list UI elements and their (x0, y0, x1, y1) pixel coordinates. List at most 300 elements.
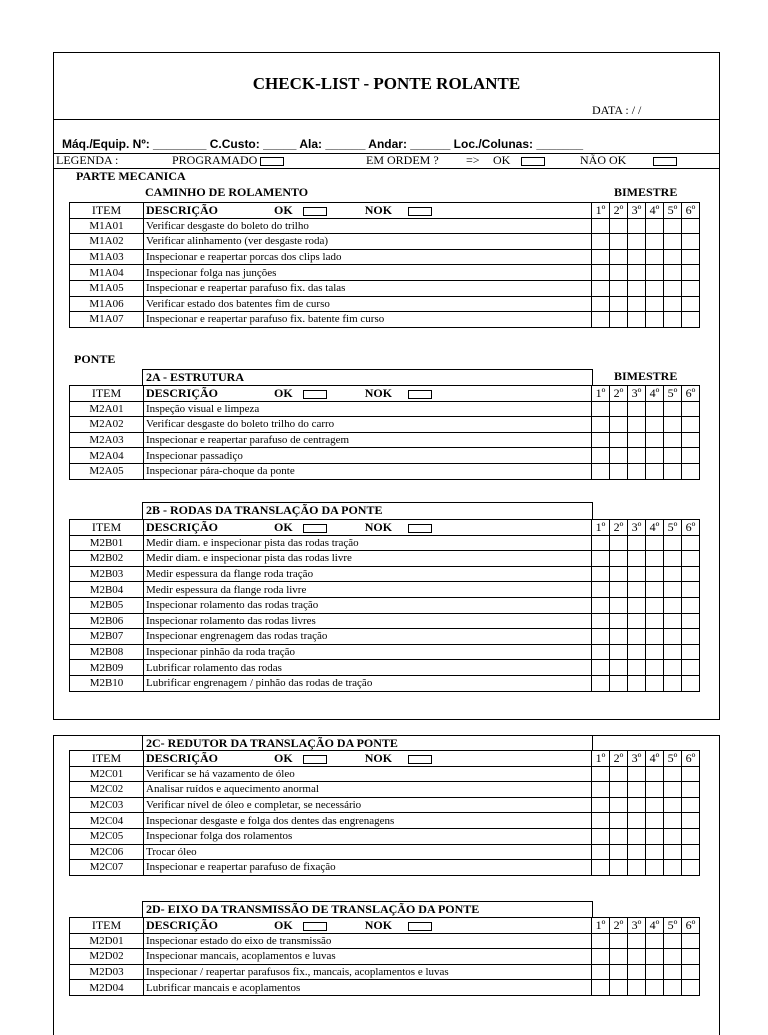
check-cell[interactable] (664, 448, 682, 464)
check-cell[interactable] (592, 766, 610, 782)
check-cell[interactable] (610, 629, 628, 645)
check-cell[interactable] (592, 448, 610, 464)
period-header: 4º (646, 520, 664, 536)
check-cell[interactable] (664, 644, 682, 660)
check-cell[interactable] (628, 265, 646, 281)
check-cell[interactable] (664, 249, 682, 265)
check-cell[interactable] (682, 644, 700, 660)
check-cell[interactable] (664, 218, 682, 234)
check-cell[interactable] (646, 296, 664, 312)
check-cell[interactable] (646, 265, 664, 281)
period-header: 5º (664, 386, 682, 402)
item-description: Medir espessura da flange roda livre (144, 582, 592, 598)
check-cell[interactable] (646, 432, 664, 448)
check-cell[interactable] (682, 597, 700, 613)
check-cell[interactable] (592, 535, 610, 551)
check-cell[interactable] (682, 660, 700, 676)
check-cell[interactable] (664, 597, 682, 613)
check-cell[interactable] (646, 582, 664, 598)
check-cell[interactable] (628, 582, 646, 598)
check-cell[interactable] (610, 234, 628, 250)
item-code: M2C04 (70, 813, 144, 829)
check-cell[interactable] (610, 675, 628, 691)
check-cell[interactable] (646, 566, 664, 582)
check-cell[interactable] (592, 417, 610, 433)
table-row (70, 644, 700, 660)
item-description: Inspecionar e reapertar parafuso de fixação (144, 860, 592, 876)
check-cell[interactable] (664, 265, 682, 281)
check-cell[interactable] (664, 280, 682, 296)
check-cell[interactable] (664, 582, 682, 598)
check-cell[interactable] (682, 249, 700, 265)
item-code: M2B10 (70, 675, 144, 691)
check-cell[interactable] (610, 766, 628, 782)
check-cell[interactable] (664, 813, 682, 829)
item-code: M1A02 (70, 234, 144, 250)
table-row (70, 828, 700, 844)
check-cell[interactable] (646, 660, 664, 676)
check-cell[interactable] (592, 312, 610, 328)
check-cell[interactable] (610, 860, 628, 876)
item-code: M2D03 (70, 964, 144, 980)
check-cell[interactable] (610, 566, 628, 582)
check-cell[interactable] (610, 797, 628, 813)
check-cell[interactable] (628, 844, 646, 860)
check-cell[interactable] (646, 234, 664, 250)
item-description: Inspecionar e reapertar porcas dos clips lado (144, 249, 592, 265)
check-cell[interactable] (664, 629, 682, 645)
ok-label: OK (274, 386, 293, 401)
check-cell[interactable] (628, 312, 646, 328)
check-cell[interactable] (610, 597, 628, 613)
check-cell[interactable] (592, 980, 610, 996)
item-description: Inspecionar pára-choque da ponte (144, 463, 592, 479)
check-cell[interactable] (610, 644, 628, 660)
check-cell[interactable] (682, 463, 700, 479)
section-title-m2c: 2C- REDUTOR DA TRANSLAÇÃO DA PONTE (142, 735, 593, 751)
descricao-label: DESCRIÇÃO (146, 751, 219, 766)
check-cell[interactable] (628, 933, 646, 949)
check-cell[interactable] (610, 844, 628, 860)
check-cell[interactable] (610, 782, 628, 798)
check-cell[interactable] (682, 582, 700, 598)
check-cell[interactable] (628, 417, 646, 433)
check-cell[interactable] (664, 312, 682, 328)
check-cell[interactable] (682, 280, 700, 296)
item-description: Inspecionar rolamento das rodas livres (144, 613, 592, 629)
bimestre-label: BIMESTRE (614, 369, 678, 383)
nok-box (408, 755, 432, 764)
ok-box (303, 922, 327, 931)
check-cell[interactable] (646, 828, 664, 844)
check-cell[interactable] (682, 566, 700, 582)
item-header: ITEM (70, 386, 144, 402)
check-cell[interactable] (592, 597, 610, 613)
check-cell[interactable] (664, 844, 682, 860)
check-cell[interactable] (628, 551, 646, 567)
period-header: 1º (592, 386, 610, 402)
item-description: Inspecionar desgaste e folga dos dentes das engrenagens (144, 813, 592, 829)
item-header: ITEM (70, 918, 144, 934)
check-cell[interactable] (628, 566, 646, 582)
check-cell[interactable] (664, 551, 682, 567)
form-title: CHECK-LIST - PONTE ROLANTE (252, 74, 521, 93)
check-cell[interactable] (628, 629, 646, 645)
check-cell[interactable] (682, 401, 700, 417)
check-cell[interactable] (592, 265, 610, 281)
item-code: M2B04 (70, 582, 144, 598)
item-description: Medir diam. e inspecionar pista das rodas livre (144, 551, 592, 567)
item-description: Trocar óleo (144, 844, 592, 860)
period-header: 3º (628, 386, 646, 402)
table-row (70, 551, 700, 567)
check-cell[interactable] (610, 582, 628, 598)
check-cell[interactable] (628, 463, 646, 479)
check-cell[interactable] (592, 844, 610, 860)
table-row (70, 980, 700, 996)
item-code: M1A03 (70, 249, 144, 265)
item-code: M2C01 (70, 766, 144, 782)
item-code: M1A01 (70, 218, 144, 234)
check-cell[interactable] (628, 535, 646, 551)
check-cell[interactable] (610, 296, 628, 312)
check-cell[interactable] (592, 401, 610, 417)
check-cell[interactable] (664, 766, 682, 782)
check-cell[interactable] (610, 660, 628, 676)
check-cell[interactable] (628, 249, 646, 265)
check-cell[interactable] (646, 964, 664, 980)
check-cell[interactable] (646, 401, 664, 417)
check-cell[interactable] (628, 218, 646, 234)
check-cell[interactable] (682, 813, 700, 829)
check-cell[interactable] (682, 860, 700, 876)
item-header: ITEM (70, 203, 144, 219)
check-cell[interactable] (682, 949, 700, 965)
check-cell[interactable] (592, 234, 610, 250)
check-cell[interactable] (610, 218, 628, 234)
period-header: 1º (592, 918, 610, 934)
check-cell[interactable] (664, 782, 682, 798)
check-cell[interactable] (664, 675, 682, 691)
check-cell[interactable] (682, 675, 700, 691)
check-cell[interactable] (664, 660, 682, 676)
check-cell[interactable] (610, 280, 628, 296)
check-cell[interactable] (592, 797, 610, 813)
table-row (70, 844, 700, 860)
table-header-row (70, 918, 700, 934)
check-cell[interactable] (592, 249, 610, 265)
item-description: Inspecionar e reapertar parafuso de centragem (144, 432, 592, 448)
check-cell[interactable] (646, 980, 664, 996)
check-cell[interactable] (592, 280, 610, 296)
check-cell[interactable] (592, 782, 610, 798)
check-cell[interactable] (610, 401, 628, 417)
check-cell[interactable] (592, 432, 610, 448)
check-cell[interactable] (664, 933, 682, 949)
check-cell[interactable] (664, 980, 682, 996)
ponte-label: PONTE (74, 352, 116, 366)
check-cell[interactable] (592, 296, 610, 312)
period-header: 6º (682, 386, 700, 402)
check-cell[interactable] (664, 566, 682, 582)
check-cell[interactable] (592, 566, 610, 582)
check-cell[interactable] (664, 463, 682, 479)
check-cell[interactable] (664, 828, 682, 844)
check-cell[interactable] (628, 949, 646, 965)
bimestre-label: BIMESTRE (614, 185, 678, 199)
check-cell[interactable] (682, 551, 700, 567)
ok-box (303, 390, 327, 399)
item-description: Verificar desgaste do boleto trilho do carro (144, 417, 592, 433)
check-cell[interactable] (628, 448, 646, 464)
check-cell[interactable] (592, 613, 610, 629)
item-description: Inspecionar folga nas junções (144, 265, 592, 281)
nok-box (408, 922, 432, 931)
check-cell[interactable] (628, 766, 646, 782)
check-cell[interactable] (646, 949, 664, 965)
check-cell[interactable] (664, 417, 682, 433)
item-code: M2B01 (70, 535, 144, 551)
check-cell[interactable] (646, 644, 664, 660)
item-code: M1A05 (70, 280, 144, 296)
ok-box (303, 755, 327, 764)
check-cell[interactable] (664, 797, 682, 813)
check-cell[interactable] (646, 463, 664, 479)
period-header: 1º (592, 520, 610, 536)
table-row (70, 280, 700, 296)
legend-ok: OK (493, 153, 545, 168)
check-cell[interactable] (682, 432, 700, 448)
check-cell[interactable] (664, 401, 682, 417)
description-header (144, 520, 592, 536)
check-cell[interactable] (628, 234, 646, 250)
period-header: 6º (682, 751, 700, 767)
check-cell[interactable] (610, 551, 628, 567)
check-cell[interactable] (628, 296, 646, 312)
check-cell[interactable] (592, 949, 610, 965)
check-cell[interactable] (628, 401, 646, 417)
check-cell[interactable] (610, 980, 628, 996)
legend-em-ordem: EM ORDEM ? (366, 153, 439, 167)
check-cell[interactable] (646, 613, 664, 629)
check-cell[interactable] (646, 629, 664, 645)
programado-box (260, 157, 284, 166)
nok-label: NOK (364, 520, 393, 535)
check-cell[interactable] (682, 782, 700, 798)
check-cell[interactable] (682, 613, 700, 629)
item-code: M2C07 (70, 860, 144, 876)
check-cell[interactable] (610, 312, 628, 328)
check-cell[interactable] (592, 463, 610, 479)
description-header (144, 203, 592, 219)
item-code: M2A02 (70, 417, 144, 433)
item-header: ITEM (70, 520, 144, 536)
check-cell[interactable] (628, 597, 646, 613)
check-cell[interactable] (682, 265, 700, 281)
item-description: Inspecionar e reapertar parafuso fix. das talas (144, 280, 592, 296)
check-cell[interactable] (628, 660, 646, 676)
check-cell[interactable] (592, 660, 610, 676)
check-cell[interactable] (646, 675, 664, 691)
ok-box (303, 207, 327, 216)
check-cell[interactable] (610, 417, 628, 433)
check-cell[interactable] (610, 828, 628, 844)
item-code: M2B03 (70, 566, 144, 582)
item-code: M2B09 (70, 660, 144, 676)
table-row (70, 860, 700, 876)
check-cell[interactable] (646, 860, 664, 876)
table-row (70, 417, 700, 433)
check-cell[interactable] (592, 218, 610, 234)
check-cell[interactable] (592, 582, 610, 598)
check-cell[interactable] (646, 417, 664, 433)
nok-box (408, 207, 432, 216)
table-row (70, 597, 700, 613)
check-cell[interactable] (682, 964, 700, 980)
check-cell[interactable] (646, 448, 664, 464)
check-cell[interactable] (592, 644, 610, 660)
check-cell[interactable] (664, 296, 682, 312)
item-code: M2C03 (70, 797, 144, 813)
check-cell[interactable] (664, 535, 682, 551)
check-cell[interactable] (628, 964, 646, 980)
period-header: 6º (682, 203, 700, 219)
item-code: M2B02 (70, 551, 144, 567)
check-cell[interactable] (592, 675, 610, 691)
check-cell[interactable] (682, 980, 700, 996)
description-header (144, 751, 592, 767)
check-cell[interactable] (664, 432, 682, 448)
check-cell[interactable] (610, 249, 628, 265)
check-cell[interactable] (610, 432, 628, 448)
check-cell[interactable] (646, 597, 664, 613)
item-description: Analisar ruídos e aquecimento anormal (144, 782, 592, 798)
check-cell[interactable] (646, 249, 664, 265)
check-cell[interactable] (592, 964, 610, 980)
check-cell[interactable] (646, 933, 664, 949)
check-cell[interactable] (682, 417, 700, 433)
item-code: M2A01 (70, 401, 144, 417)
table-header-row (70, 520, 700, 536)
check-cell[interactable] (682, 296, 700, 312)
item-description: Inspecionar mancais, acoplamentos e luvas (144, 949, 592, 965)
check-cell[interactable] (646, 218, 664, 234)
table-row (70, 813, 700, 829)
check-cell[interactable] (610, 949, 628, 965)
check-cell[interactable] (646, 797, 664, 813)
period-header: 6º (682, 520, 700, 536)
item-description: Inspecionar e reapertar parafuso fix. batente fim curso (144, 312, 592, 328)
section-title-m2d: 2D- EIXO DA TRANSMISSÃO DE TRANSLAÇÃO DA PONTE (142, 901, 593, 917)
ok-label: OK (274, 520, 293, 535)
check-cell[interactable] (682, 844, 700, 860)
table-row (70, 265, 700, 281)
descricao-label: DESCRIÇÃO (146, 203, 219, 218)
check-cell[interactable] (682, 766, 700, 782)
check-cell[interactable] (646, 782, 664, 798)
check-cell[interactable] (682, 828, 700, 844)
item-description: Lubrificar engrenagem / pinhão das rodas de tração (144, 675, 592, 691)
check-cell[interactable] (646, 813, 664, 829)
check-cell[interactable] (682, 234, 700, 250)
check-cell[interactable] (628, 828, 646, 844)
nok-box (408, 524, 432, 533)
check-cell[interactable] (664, 860, 682, 876)
check-cell[interactable] (628, 613, 646, 629)
check-cell[interactable] (682, 629, 700, 645)
check-cell[interactable] (628, 813, 646, 829)
table-row (70, 535, 700, 551)
check-cell[interactable] (628, 782, 646, 798)
check-cell[interactable] (628, 644, 646, 660)
check-cell[interactable] (682, 797, 700, 813)
period-header: 3º (628, 751, 646, 767)
check-cell[interactable] (628, 280, 646, 296)
check-cell[interactable] (646, 535, 664, 551)
check-cell[interactable] (682, 312, 700, 328)
check-cell[interactable] (664, 234, 682, 250)
check-cell[interactable] (646, 312, 664, 328)
check-cell[interactable] (646, 766, 664, 782)
check-cell[interactable] (610, 964, 628, 980)
check-cell[interactable] (682, 448, 700, 464)
check-cell[interactable] (610, 933, 628, 949)
check-cell[interactable] (592, 551, 610, 567)
ok-label: OK (274, 918, 293, 933)
check-cell[interactable] (592, 813, 610, 829)
period-header: 2º (610, 386, 628, 402)
ok-label: OK (274, 751, 293, 766)
check-cell[interactable] (610, 448, 628, 464)
check-cell[interactable] (628, 860, 646, 876)
check-cell[interactable] (664, 949, 682, 965)
item-description: Inspecionar folga dos rolamentos (144, 828, 592, 844)
check-cell[interactable] (592, 933, 610, 949)
item-header: ITEM (70, 751, 144, 767)
check-cell[interactable] (610, 535, 628, 551)
nok-label: NOK (364, 203, 393, 218)
check-cell[interactable] (610, 463, 628, 479)
period-header: 1º (592, 751, 610, 767)
check-cell[interactable] (628, 980, 646, 996)
check-cell[interactable] (646, 280, 664, 296)
date-label: DATA : / / (592, 103, 642, 117)
item-code: M2B07 (70, 629, 144, 645)
check-cell[interactable] (646, 551, 664, 567)
check-cell[interactable] (628, 675, 646, 691)
check-cell[interactable] (592, 828, 610, 844)
item-code: M2D02 (70, 949, 144, 965)
check-cell[interactable] (610, 265, 628, 281)
check-cell[interactable] (682, 535, 700, 551)
period-header: 5º (664, 520, 682, 536)
check-cell[interactable] (682, 218, 700, 234)
check-cell[interactable] (592, 860, 610, 876)
check-cell[interactable] (610, 613, 628, 629)
check-cell[interactable] (628, 797, 646, 813)
check-cell[interactable] (682, 933, 700, 949)
period-header: 2º (610, 751, 628, 767)
check-cell[interactable] (664, 964, 682, 980)
check-cell[interactable] (664, 613, 682, 629)
check-cell[interactable] (646, 844, 664, 860)
check-cell[interactable] (592, 629, 610, 645)
check-cell[interactable] (610, 813, 628, 829)
check-cell[interactable] (628, 432, 646, 448)
form-page-2 (53, 735, 720, 1035)
period-header: 2º (610, 918, 628, 934)
item-code: M2B06 (70, 613, 144, 629)
